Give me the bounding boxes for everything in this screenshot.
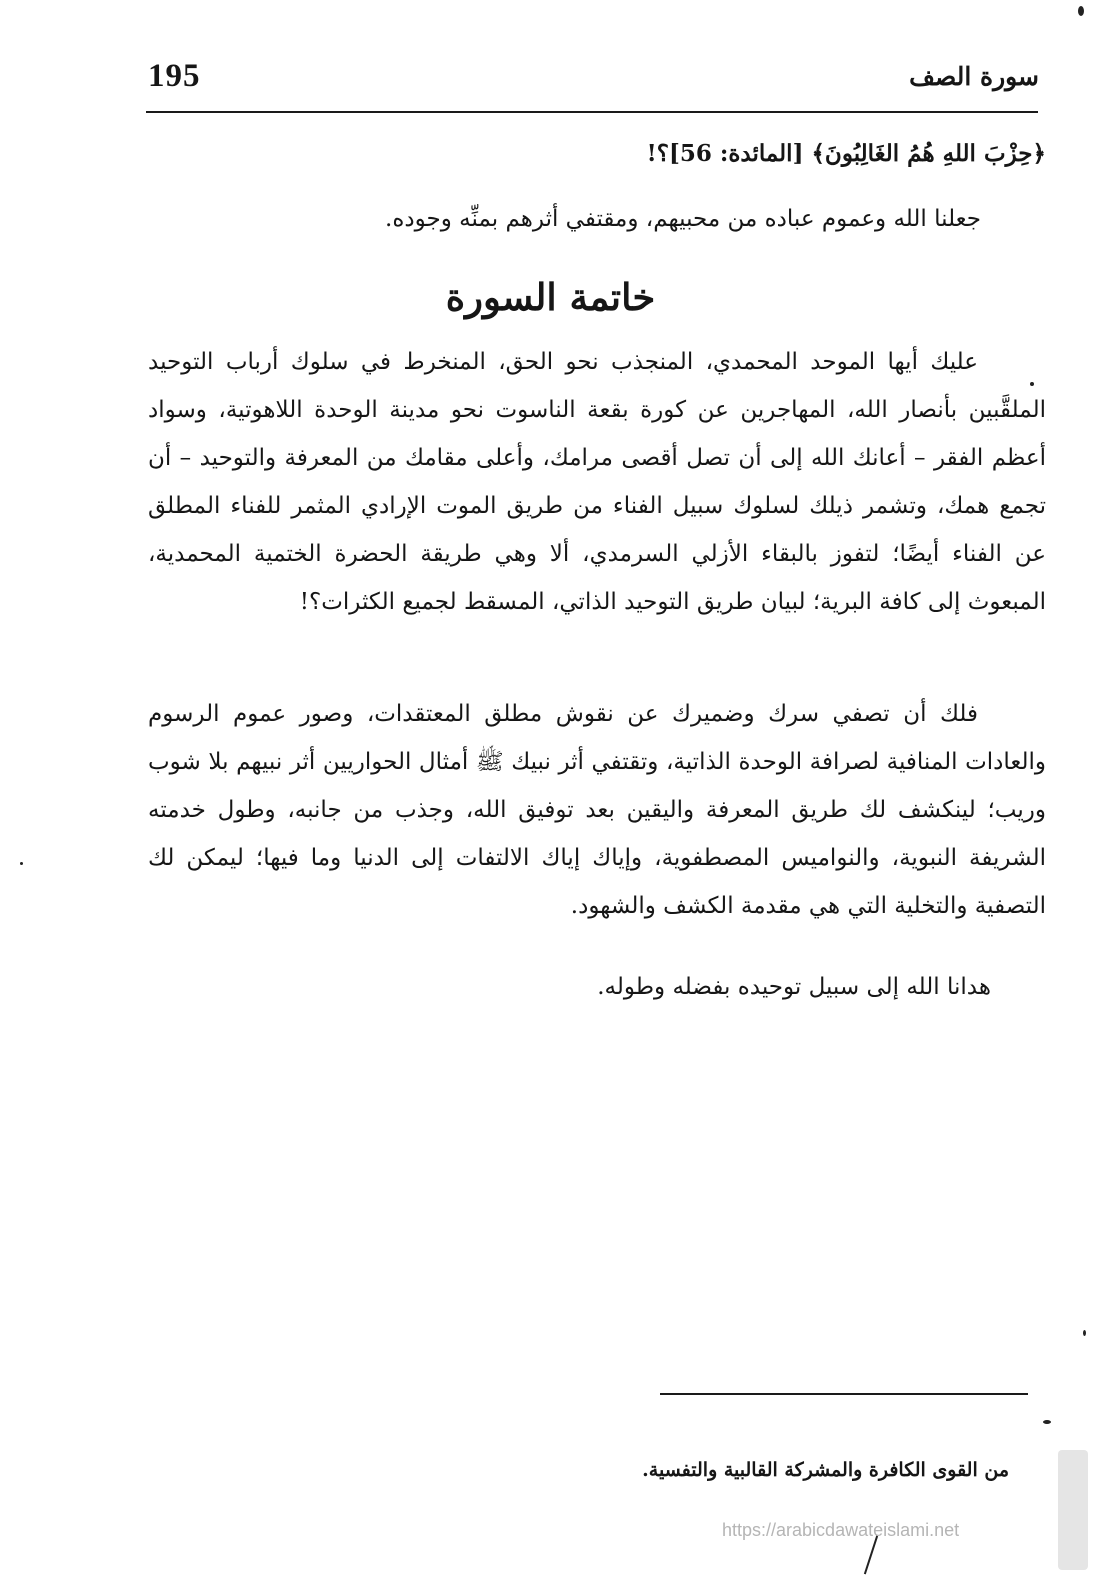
footnote-text: من القوى الكافرة والمشركة القالبية والتفسية. bbox=[642, 1459, 1009, 1481]
scan-stroke bbox=[864, 1536, 878, 1575]
scan-speck bbox=[20, 862, 23, 865]
footnote-rule bbox=[660, 1393, 1028, 1395]
paragraph-1: عليك أيها الموحد المحمدي، المنجذب نحو الحق، المنخرط في سلوك أرباب التوحيد الملقَّبين بأنصار الله، المهاجرين عن كورة بقعة الناسوت نحو مدينة الوحدة اللاهوتية، وسواد أعظم الفقر – أعانك الله إلى أن تصل أقصى مرامك، وأعلى مقامك من المعرفة والتوحيد – أن تجمع همك، وتشمر ذيلك لسلوك سبيل الفناء من طريق الموت الإرادي المثمر للفناء المطلق عن الفناء أيضًا؛ لتفوز بالبقاء الأزلي السرمدي، ألا وهي طريقة الحضرة الختمية المحمدية، المبعوث إلى كافة البرية؛ لبيان طريق التوحيد الذاتي، المسقط لجميع الكثرات؟! bbox=[148, 349, 1046, 615]
scan-speck bbox=[1078, 6, 1084, 16]
running-title: سورة الصف bbox=[909, 62, 1039, 91]
header-rule bbox=[146, 111, 1038, 113]
scan-speck bbox=[1083, 1330, 1086, 1336]
page-number: 195 bbox=[148, 58, 201, 94]
scan-speck bbox=[1030, 382, 1034, 386]
section-title: خاتمة السورة bbox=[445, 275, 656, 319]
closing-line: هدانا الله إلى سبيل توحيده بفضله وطوله. bbox=[597, 974, 991, 1000]
watermark-url: https://arabicdawateislami.net bbox=[722, 1520, 960, 1540]
quran-verse-line: ﴿حِزْبَ اللهِ هُمُ الغَالِبُونَ﴾ [المائدة: 56]؟! bbox=[646, 140, 1046, 167]
paragraph-2: فلك أن تصفي سرك وضميرك عن نقوش مطلق المعتقدات، وصور عموم الرسوم والعادات المنافية لصرافة الوحدة الذاتية، وتقتفي أثر نبيك ﷺ أمثال الحواريين أثر نبيهم بلا شوب وريب؛ لينكشف لك طريق المعرفة واليقين بعد توفيق الله، وجذب من جانبه، وطول خدمته الشريفة النبوية، والنواميس المصطفوية، وإياك إياك الالتفات إلى الدنيا وما فيها؛ ليمكن لك التصفية والتخلية التي هي مقدمة الكشف والشهود. bbox=[148, 701, 1046, 919]
scan-speck bbox=[1043, 1420, 1051, 1424]
scan-edge-noise bbox=[1058, 1450, 1088, 1570]
dua-line: جعلنا الله وعموم عباده من محبيهم، ومقتفي أثرهم بمنِّه وجوده. bbox=[385, 206, 981, 232]
